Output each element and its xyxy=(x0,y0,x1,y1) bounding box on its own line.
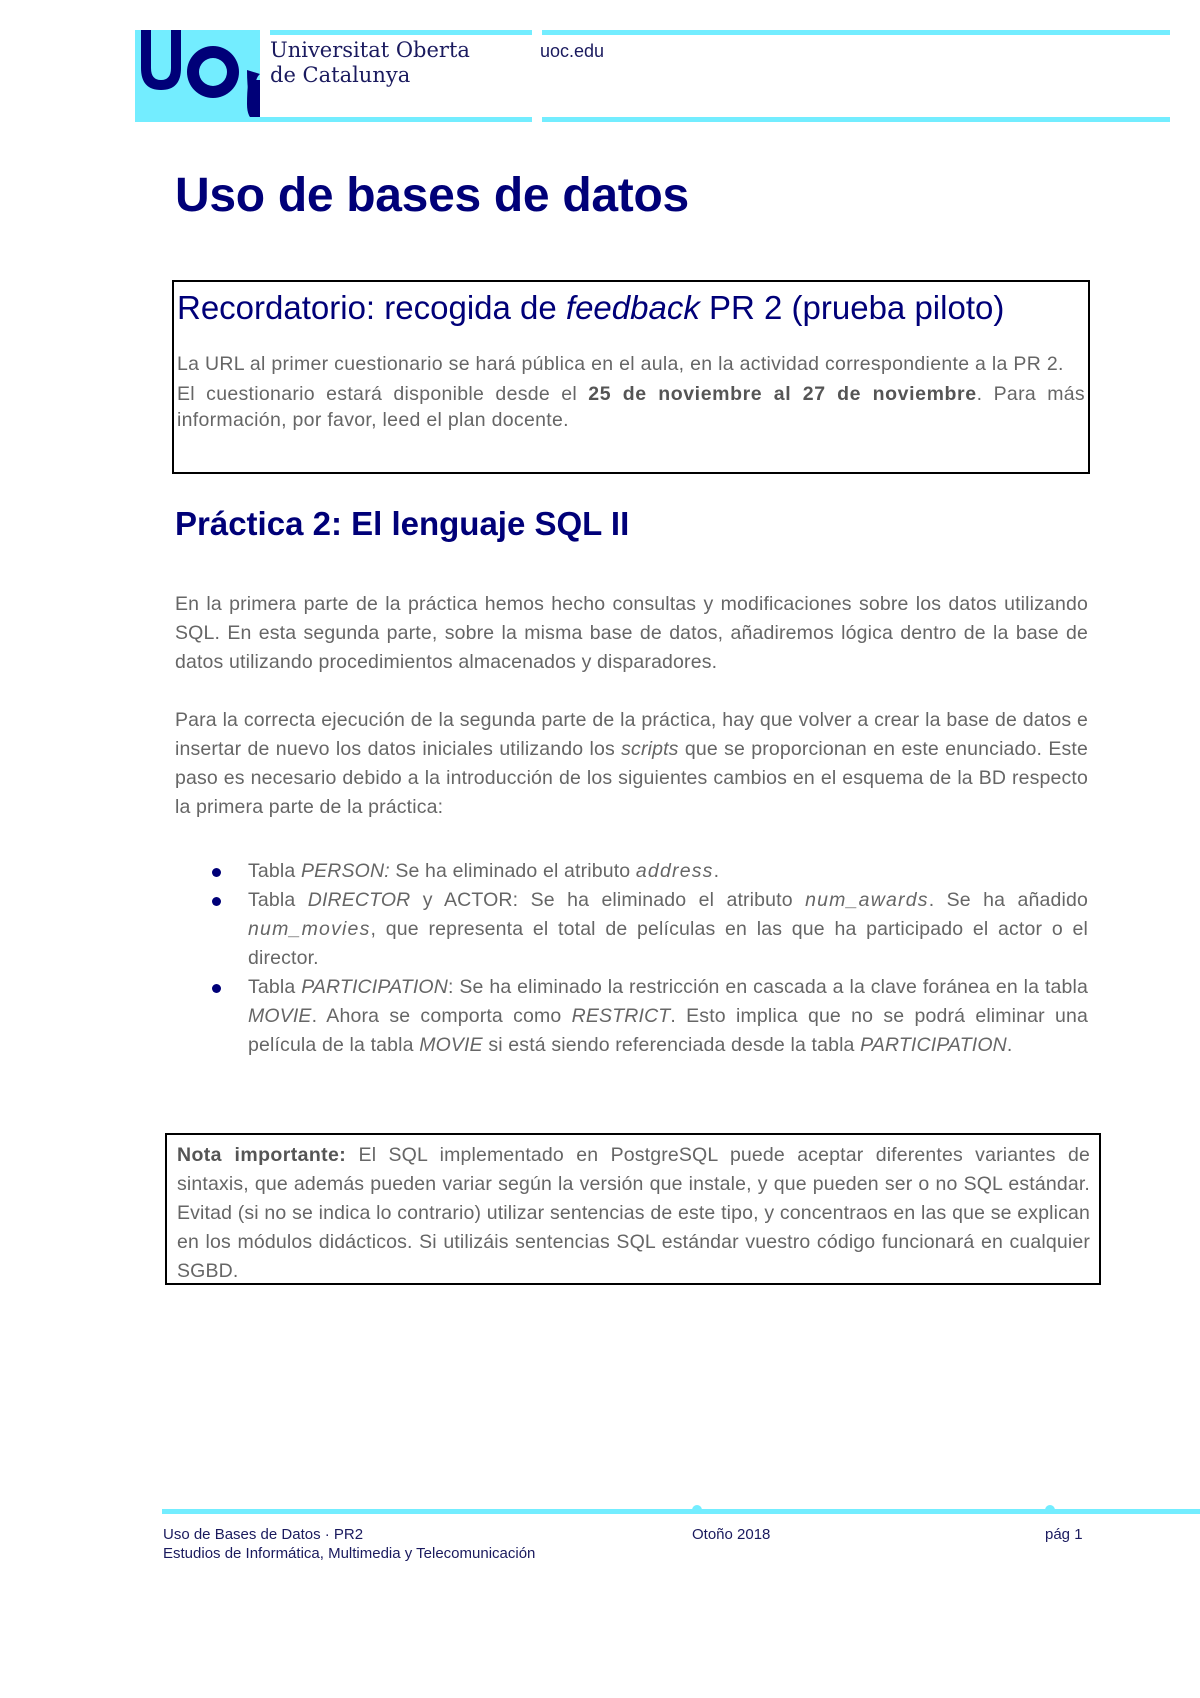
bullet-text: Tabla xyxy=(248,889,308,911)
list-item xyxy=(175,973,1088,1060)
bullet-text: Tabla xyxy=(248,976,302,998)
reminder-paragraph-1: La URL al primer cuestionario se hará pública en el aula, en la actividad correspondiente a la PR 2. xyxy=(177,353,1064,375)
reminder-box xyxy=(172,280,1090,474)
bullet-text: . Ahora se comporta como xyxy=(311,1005,572,1027)
header-rule-right-bottom xyxy=(542,117,1170,122)
bullet-text: . Esto implica que no se podrá eliminar una película de la tabla xyxy=(248,1005,1089,1056)
bullet-text: y ACTOR: Se ha eliminado el atributo xyxy=(410,889,806,911)
university-name-line2: de Catalunya xyxy=(270,63,411,87)
list-item xyxy=(175,886,1088,973)
footer-course: Uso de Bases de Datos · PR2 xyxy=(163,1526,364,1543)
reminder-title-suffix: PR 2 (prueba piloto) xyxy=(699,289,1005,326)
attribute-name: num_awards xyxy=(805,889,929,911)
uoc-logo-icon xyxy=(135,30,260,122)
instructions-italic: scripts xyxy=(621,738,679,760)
reminder-dates: 25 de noviembre al 27 de noviembre xyxy=(588,383,977,405)
table-name: MOVIE xyxy=(248,1005,312,1027)
constraint-name: RESTRICT xyxy=(571,1005,671,1027)
reminder-title-italic: feedback xyxy=(565,289,700,326)
note-label: Nota importante: xyxy=(177,1144,347,1166)
uoc-url[interactable]: uoc.edu xyxy=(540,41,605,61)
header-rule-right-top xyxy=(542,30,1170,35)
header-rule-left-top xyxy=(270,30,532,35)
footer-rule-marker xyxy=(1045,1505,1055,1511)
table-name: PARTICIPATION xyxy=(301,976,448,998)
list-item xyxy=(175,857,1088,886)
instructions-text-a: Para la correcta ejecución de la segunda parte de la práctica, hay que volver a crear la base de datos e insertar de nuevo los datos iniciales utilizando los xyxy=(175,709,1088,760)
bullet-text: si está siendo referenciada desde la tabla xyxy=(482,1034,861,1056)
important-note-box xyxy=(165,1133,1101,1285)
bullet-text: , que representa el total de películas en las que ha participado el actor o el director. xyxy=(248,918,1088,969)
bullet-text: Se ha eliminado el atributo xyxy=(389,860,636,882)
footer-studies: Estudios de Informática, Multimedia y Telecomunicación xyxy=(163,1545,536,1562)
uoc-logo xyxy=(135,30,260,122)
bullet-text: . xyxy=(713,860,720,882)
bullet-icon xyxy=(212,868,221,877)
table-name: DIRECTOR xyxy=(307,889,411,911)
footer-page-number: pág 1 xyxy=(1045,1526,1083,1543)
attribute-name: address xyxy=(635,860,714,882)
important-note xyxy=(177,1141,1090,1286)
bullet-text: Tabla xyxy=(248,860,301,882)
instructions-paragraph xyxy=(175,706,1088,822)
footer-course-info xyxy=(163,1525,535,1563)
reminder-title xyxy=(177,288,1085,328)
note-text: El SQL implementado en PostgreSQL puede aceptar diferentes variantes de sintaxis, que además pueden variar según la versión que instale, y que pueden ser o no SQL estándar. Evitad (si no se indica lo contrario) utilizar sentencias de este tipo, y concentraos en las que se explican en los módulos didácticos. Si utilizáis sentencias SQL estándar vuestro código funcionará en cualquier SGBD. xyxy=(177,1144,1090,1282)
bullet-text: . xyxy=(1006,1034,1013,1056)
table-name: PERSON: xyxy=(300,860,390,882)
footer-rule-marker xyxy=(692,1505,702,1511)
reminder-p2-prefix: El cuestionario estará disponible desde el xyxy=(177,383,589,405)
university-name-line1: Universitat Oberta xyxy=(270,38,470,62)
instructions-text-b: que se proporcionan en este enunciado. Este paso es necesario debido a la introducción de los siguientes cambios en el esquema de la BD respecto la primera parte de la práctica: xyxy=(175,738,1088,818)
section-title: Práctica 2: El lenguaje SQL II xyxy=(175,505,630,542)
reminder-paragraph-2 xyxy=(177,381,1085,433)
reminder-title-prefix: Recordatorio: recogida de xyxy=(177,289,566,326)
intro-paragraph: En la primera parte de la práctica hemos hecho consultas y modificaciones sobre los datos utilizando SQL. En esta segunda parte, sobre la misma base de datos, añadiremos lógica dentro de la base de datos utilizando procedimientos almacenados y disparadores. xyxy=(175,593,1088,673)
bullet-icon xyxy=(212,897,221,906)
bullet-text: : Se ha eliminado la restricción en cascada a la clave foránea en la tabla xyxy=(447,976,1088,998)
header-rule-left-bottom xyxy=(135,117,532,122)
university-name xyxy=(270,38,470,88)
bullet-text: . Se ha añadido xyxy=(928,889,1088,911)
bullet-icon xyxy=(212,984,221,993)
changes-list xyxy=(175,857,1088,1060)
document-title: Uso de bases de datos xyxy=(175,169,689,222)
reminder-p2-suffix: . Para más información, por favor, leed el plan docente. xyxy=(177,383,1085,431)
table-name: PARTICIPATION xyxy=(860,1034,1007,1056)
table-name: MOVIE xyxy=(419,1034,483,1056)
footer-semester: Otoño 2018 xyxy=(692,1526,771,1543)
attribute-name: num_movies xyxy=(248,918,371,940)
